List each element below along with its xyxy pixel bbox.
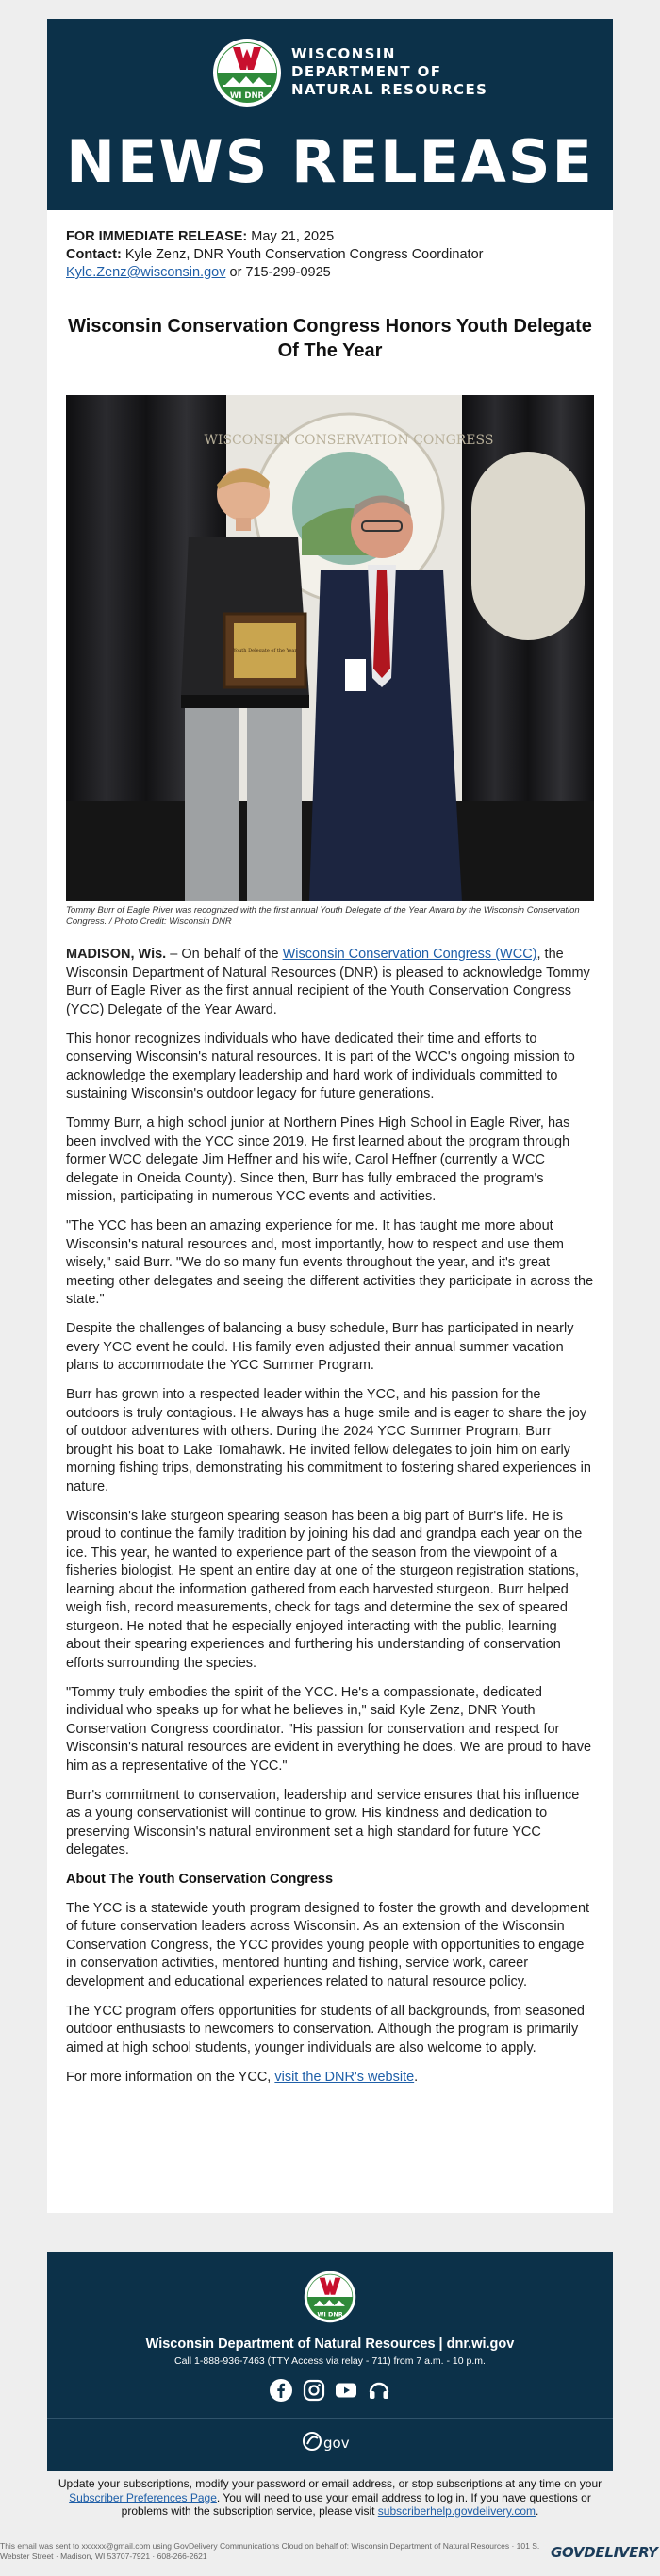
release-label: FOR IMMEDIATE RELEASE: xyxy=(66,229,248,244)
dnr-website-link[interactable]: visit the DNR's website xyxy=(274,2069,415,2085)
text-span: . You will need to use your email address to log in. If you have questions or problems with the subscription service, please visit xyxy=(121,2490,591,2518)
subscriber-help-link[interactable]: subscriberhelp.govdelivery.com xyxy=(377,2504,536,2518)
dateline: MADISON, Wis. xyxy=(66,947,167,962)
headline: Wisconsin Conservation Congress Honors Youth Delegate Of The Year xyxy=(68,316,592,361)
text-span: . xyxy=(414,2069,419,2085)
facebook-icon[interactable] xyxy=(270,2379,292,2402)
subscription-notice xyxy=(47,2477,613,2518)
article-paragraph xyxy=(66,2069,594,2088)
content-card xyxy=(47,210,613,2213)
photo-caption: Tommy Burr of Eagle River was recognized with the first annual Youth Delegate of the Year Award by the Wisconsin Conservation Congress. / Photo Credit: Wisconsin DNR xyxy=(66,905,580,927)
article-paragraph: Wisconsin's lake sturgeon spearing season has been a big part of Burr's life. He is proud to continue the family tradition by joining his dad and grandpa each year on the ice. This year, he wanted to experience part of the season from the viewpoint of a fisheries biologist. He spent an entire day at one of the sturgeon registration stations, learning about the information gathered from each harvested sturgeon. Burr helped weigh fish, record measurements, check for tags and determine the sex of speared sturgeon. He noted that he especially enjoyed interacting with the public, learning about their spearing experiences and furthering his understanding of conservation efforts surrounding the species. xyxy=(66,1508,583,1671)
footer-phone: Call 1-888-936-7463 (TTY Access via relay - 711) from 7 a.m. - 10 p.m. xyxy=(174,2355,486,2367)
footer xyxy=(47,2252,613,2471)
article-paragraph: Burr has grown into a respected leader within the YCC, and his passion for the outdoors is truly contagious. He always has a huge smile and is eager to share the joy of outdoor adventures with others. During the 2024 YCC Summer Program, Burr brought his boat to Lake Tomahawk. He invited fellow delegates to join him on early morning fishing trips, demonstrating his commitment to fostering shared experiences in nature. xyxy=(66,1387,591,1494)
instagram-icon[interactable] xyxy=(303,2379,325,2402)
text-span: , the Wisconsin Department of Natural Resources (DNR) is pleased to acknowledge Tommy Burr of Eagle River as the first annual recipient of the Youth Conservation Congress (YCC) Delegate of the Year Award. xyxy=(66,947,590,1017)
org-line: WISCONSIN xyxy=(291,45,396,62)
article-paragraph: The YCC program offers opportunities for students of all backgrounds, from seasoned outdoor enthusiasts to newcomers to conservation. Although the program is primarily aimed at high school students, younger individuals are also welcome to apply. xyxy=(66,2003,585,2056)
org-line: NATURAL RESOURCES xyxy=(291,81,488,98)
org-line: DEPARTMENT OF xyxy=(291,63,442,80)
govdelivery-logo[interactable]: GOVDELIVERY xyxy=(551,2544,658,2561)
article-paragraph: "The YCC has been an amazing experience for me. It has taught me more about Wisconsin's natural resources and, most importantly, how to respect and use them wisely," said Burr. "We do so many fun events throughout the year, and it's great meeting other delegates and seeing the different activities they participate in across the state." xyxy=(66,1218,594,1307)
contact-name: Kyle Zenz, DNR Youth Conservation Congress Coordinator xyxy=(124,247,484,262)
page-title: NEWS RELEASE xyxy=(66,127,594,196)
contact-phone: or 715-299-0925 xyxy=(229,265,331,280)
article-paragraph: Tommy Burr, a high school junior at Northern Pines High School in Eagle River, has been involved with the YCC since 2019. He first learned about the program through former WCC delegate Jim Heffner and his wife, Carol Heffner (currently a WCC delegate in Oneida County). Since then, Burr has fully embraced the program's mission, participating in numerous YCC events and activities. xyxy=(66,1115,570,1204)
podcast-headphones-icon[interactable] xyxy=(368,2379,390,2402)
article-paragraph: Burr's commitment to conservation, leadership and service ensures that his influence as a young conservationist will continue to grow. His kindness and dedication to preserving Wisconsin's natural environment set a high standard for future YCC delegates. xyxy=(66,1787,580,1858)
about-heading: About The Youth Conservation Congress xyxy=(66,1872,334,1887)
footer-dnr-logo[interactable] xyxy=(304,2271,356,2323)
release-date: May 21, 2025 xyxy=(251,229,335,244)
youtube-icon[interactable] xyxy=(335,2379,357,2402)
footer-logo-badge-text: WI DNR xyxy=(317,2310,343,2319)
article-paragraph xyxy=(66,946,594,1019)
award-photo xyxy=(66,395,594,901)
article-paragraph: "Tommy truly embodies the spirit of the YCC. He's a compassionate, dedicated individual who speaks up for what he believes in," said Kyle Zenz, DNR Youth Conservation Congress coordinator. "His passion for conservation and respect for Wisconsin's natural resources are evident in everything he does. We are proud to have him as a representative of the YCC." xyxy=(66,1684,592,1774)
banner-text: WISCONSIN CONSERVATION CONGRESS xyxy=(204,433,494,448)
article-paragraph: Despite the challenges of balancing a busy schedule, Burr has participated in nearly every YCC event he could. His family even adjusted their annual summer vacation plans to accommodate the YCC Summer Program. xyxy=(66,1321,574,1373)
text-span: . xyxy=(535,2504,539,2518)
sender-info: This email was sent to xxxxxx@gmail.com using GovDelivery Communications Cloud on behalf of: Wisconsin Department of Natural Resources · 101 S. Webster Street · Madison, WI 53707-7921 · 608-266-2621 xyxy=(0,2541,540,2561)
release-info xyxy=(66,228,594,282)
logo-badge-text: WI DNR xyxy=(229,91,265,101)
text-span: Update your subscriptions, modify your password or email address, or stop subscriptions at any time on your xyxy=(58,2477,602,2490)
article-paragraph: The YCC is a statewide youth program designed to foster the growth and development of future conservation leaders across Wisconsin. As an extension of the Wisconsin Conservation Congress, the YCC provides young people with opportunities to engage in conservation activities, mentored hunting and fishing, service work, career development and educational experiences related to natural resource policy. xyxy=(66,1900,590,1990)
contact-email-link[interactable]: Kyle.Zenz@wisconsin.gov xyxy=(66,265,226,280)
news-header xyxy=(47,19,613,210)
text-span: For more information on the YCC, xyxy=(66,2069,275,2085)
plaque-text: Youth Delegate of the Year xyxy=(233,648,297,653)
subscriber-preferences-link[interactable]: Subscriber Preferences Page xyxy=(69,2490,217,2504)
social-links xyxy=(47,2379,613,2407)
gov-logo-text: gov xyxy=(323,2435,350,2452)
footer-org: Wisconsin Department of Natural Resources | dnr.wi.gov xyxy=(145,2337,515,2352)
gov-logo[interactable] xyxy=(301,2430,359,2454)
dnr-logo xyxy=(212,38,282,107)
text-span: – On behalf of the xyxy=(166,947,283,962)
header-org-name xyxy=(291,45,487,99)
contact-label: Contact: xyxy=(66,247,122,262)
article-paragraph: This honor recognizes individuals who have dedicated their time and efforts to conserving Wisconsin's natural resources. It is part of the WCC's ongoing mission to acknowledge the exemplary leadership and hard work of individuals committed to sustaining Wisconsin's outdoor legacy for future generations. xyxy=(66,1031,575,1101)
footer-divider xyxy=(47,2418,613,2419)
article-body xyxy=(66,946,594,2098)
wcc-link[interactable]: Wisconsin Conservation Congress (WCC) xyxy=(282,947,537,962)
